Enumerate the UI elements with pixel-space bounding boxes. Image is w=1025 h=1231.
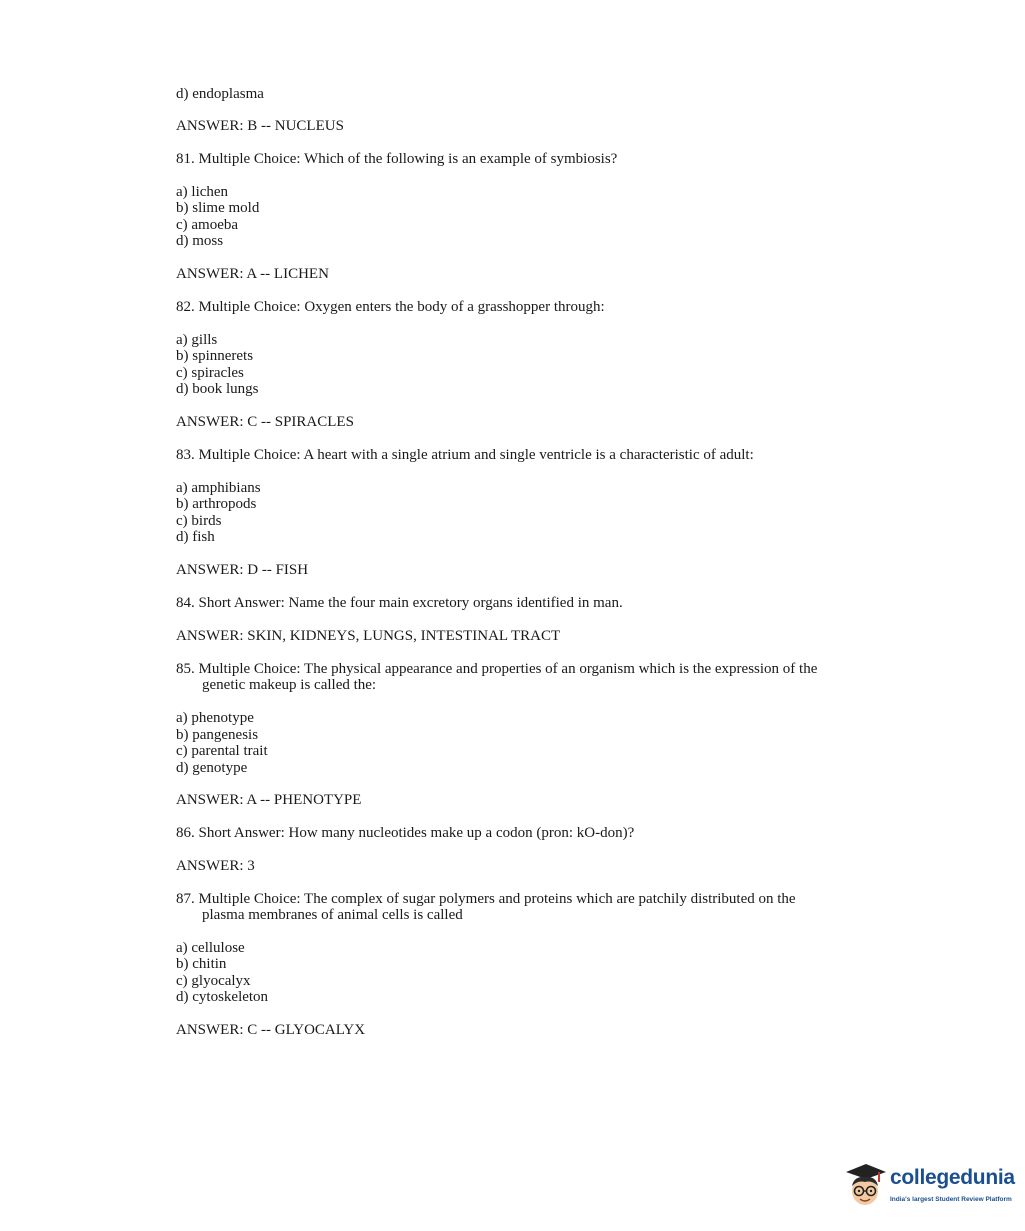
option-line: b) spinnerets — [176, 348, 254, 364]
option-line: d) book lungs — [176, 381, 259, 397]
option-line: a) phenotype — [176, 710, 254, 726]
option-line: c) birds — [176, 513, 222, 529]
answer-line: ANSWER: A -- PHENOTYPE — [176, 792, 362, 808]
collegedunia-logo — [842, 1160, 1017, 1214]
answer-line: ANSWER: A -- LICHEN — [176, 266, 329, 282]
question-85-continuation: genetic makeup is called the: — [202, 677, 377, 693]
question-87-continuation: plasma membranes of animal cells is called — [202, 907, 463, 923]
question-82: 82. Multiple Choice: Oxygen enters the body of a grasshopper through: — [176, 299, 605, 315]
option-line: d) fish — [176, 529, 215, 545]
option-line: c) amoeba — [176, 217, 239, 233]
logo-wordmark: collegedunia — [890, 1166, 1015, 1189]
option-line: a) cellulose — [176, 940, 245, 956]
option-line: c) spiracles — [176, 365, 244, 381]
answer-line: ANSWER: D -- FISH — [176, 562, 309, 578]
option-line: d) genotype — [176, 760, 248, 776]
option-line: d) endoplasma — [176, 86, 264, 102]
answer-line: ANSWER: C -- SPIRACLES — [176, 414, 354, 430]
option-line: a) gills — [176, 332, 218, 348]
option-line: d) moss — [176, 233, 224, 249]
question-86: 86. Short Answer: How many nucleotides make up a codon (pron: kO-don)? — [176, 825, 635, 841]
answer-line: ANSWER: B -- NUCLEUS — [176, 118, 344, 134]
answer-line: ANSWER: SKIN, KIDNEYS, LUNGS, INTESTINAL TRACT — [176, 628, 561, 644]
question-87: 87. Multiple Choice: The complex of sugar polymers and proteins which are patchily distributed on the — [176, 891, 796, 907]
logo-tagline: India's largest Student Review Platform — [890, 1196, 1012, 1203]
question-84: 84. Short Answer: Name the four main excretory organs identified in man. — [176, 595, 623, 611]
option-line: a) amphibians — [176, 480, 261, 496]
question-81: 81. Multiple Choice: Which of the following is an example of symbiosis? — [176, 151, 618, 167]
option-line: b) pangenesis — [176, 727, 259, 743]
option-line: c) parental trait — [176, 743, 268, 759]
option-line: d) cytoskeleton — [176, 989, 269, 1005]
option-line: b) chitin — [176, 956, 227, 972]
option-line: b) arthropods — [176, 496, 257, 512]
question-85: 85. Multiple Choice: The physical appearance and properties of an organism which is the expression of the — [176, 661, 818, 677]
student-mascot-icon — [842, 1160, 888, 1214]
answer-line: ANSWER: C -- GLYOCALYX — [176, 1022, 366, 1038]
question-83: 83. Multiple Choice: A heart with a single atrium and single ventricle is a characteristic of adult: — [176, 447, 754, 463]
option-line: b) slime mold — [176, 200, 260, 216]
option-line: a) lichen — [176, 184, 229, 200]
option-line: c) glyocalyx — [176, 973, 251, 989]
answer-line: ANSWER: 3 — [176, 858, 255, 874]
